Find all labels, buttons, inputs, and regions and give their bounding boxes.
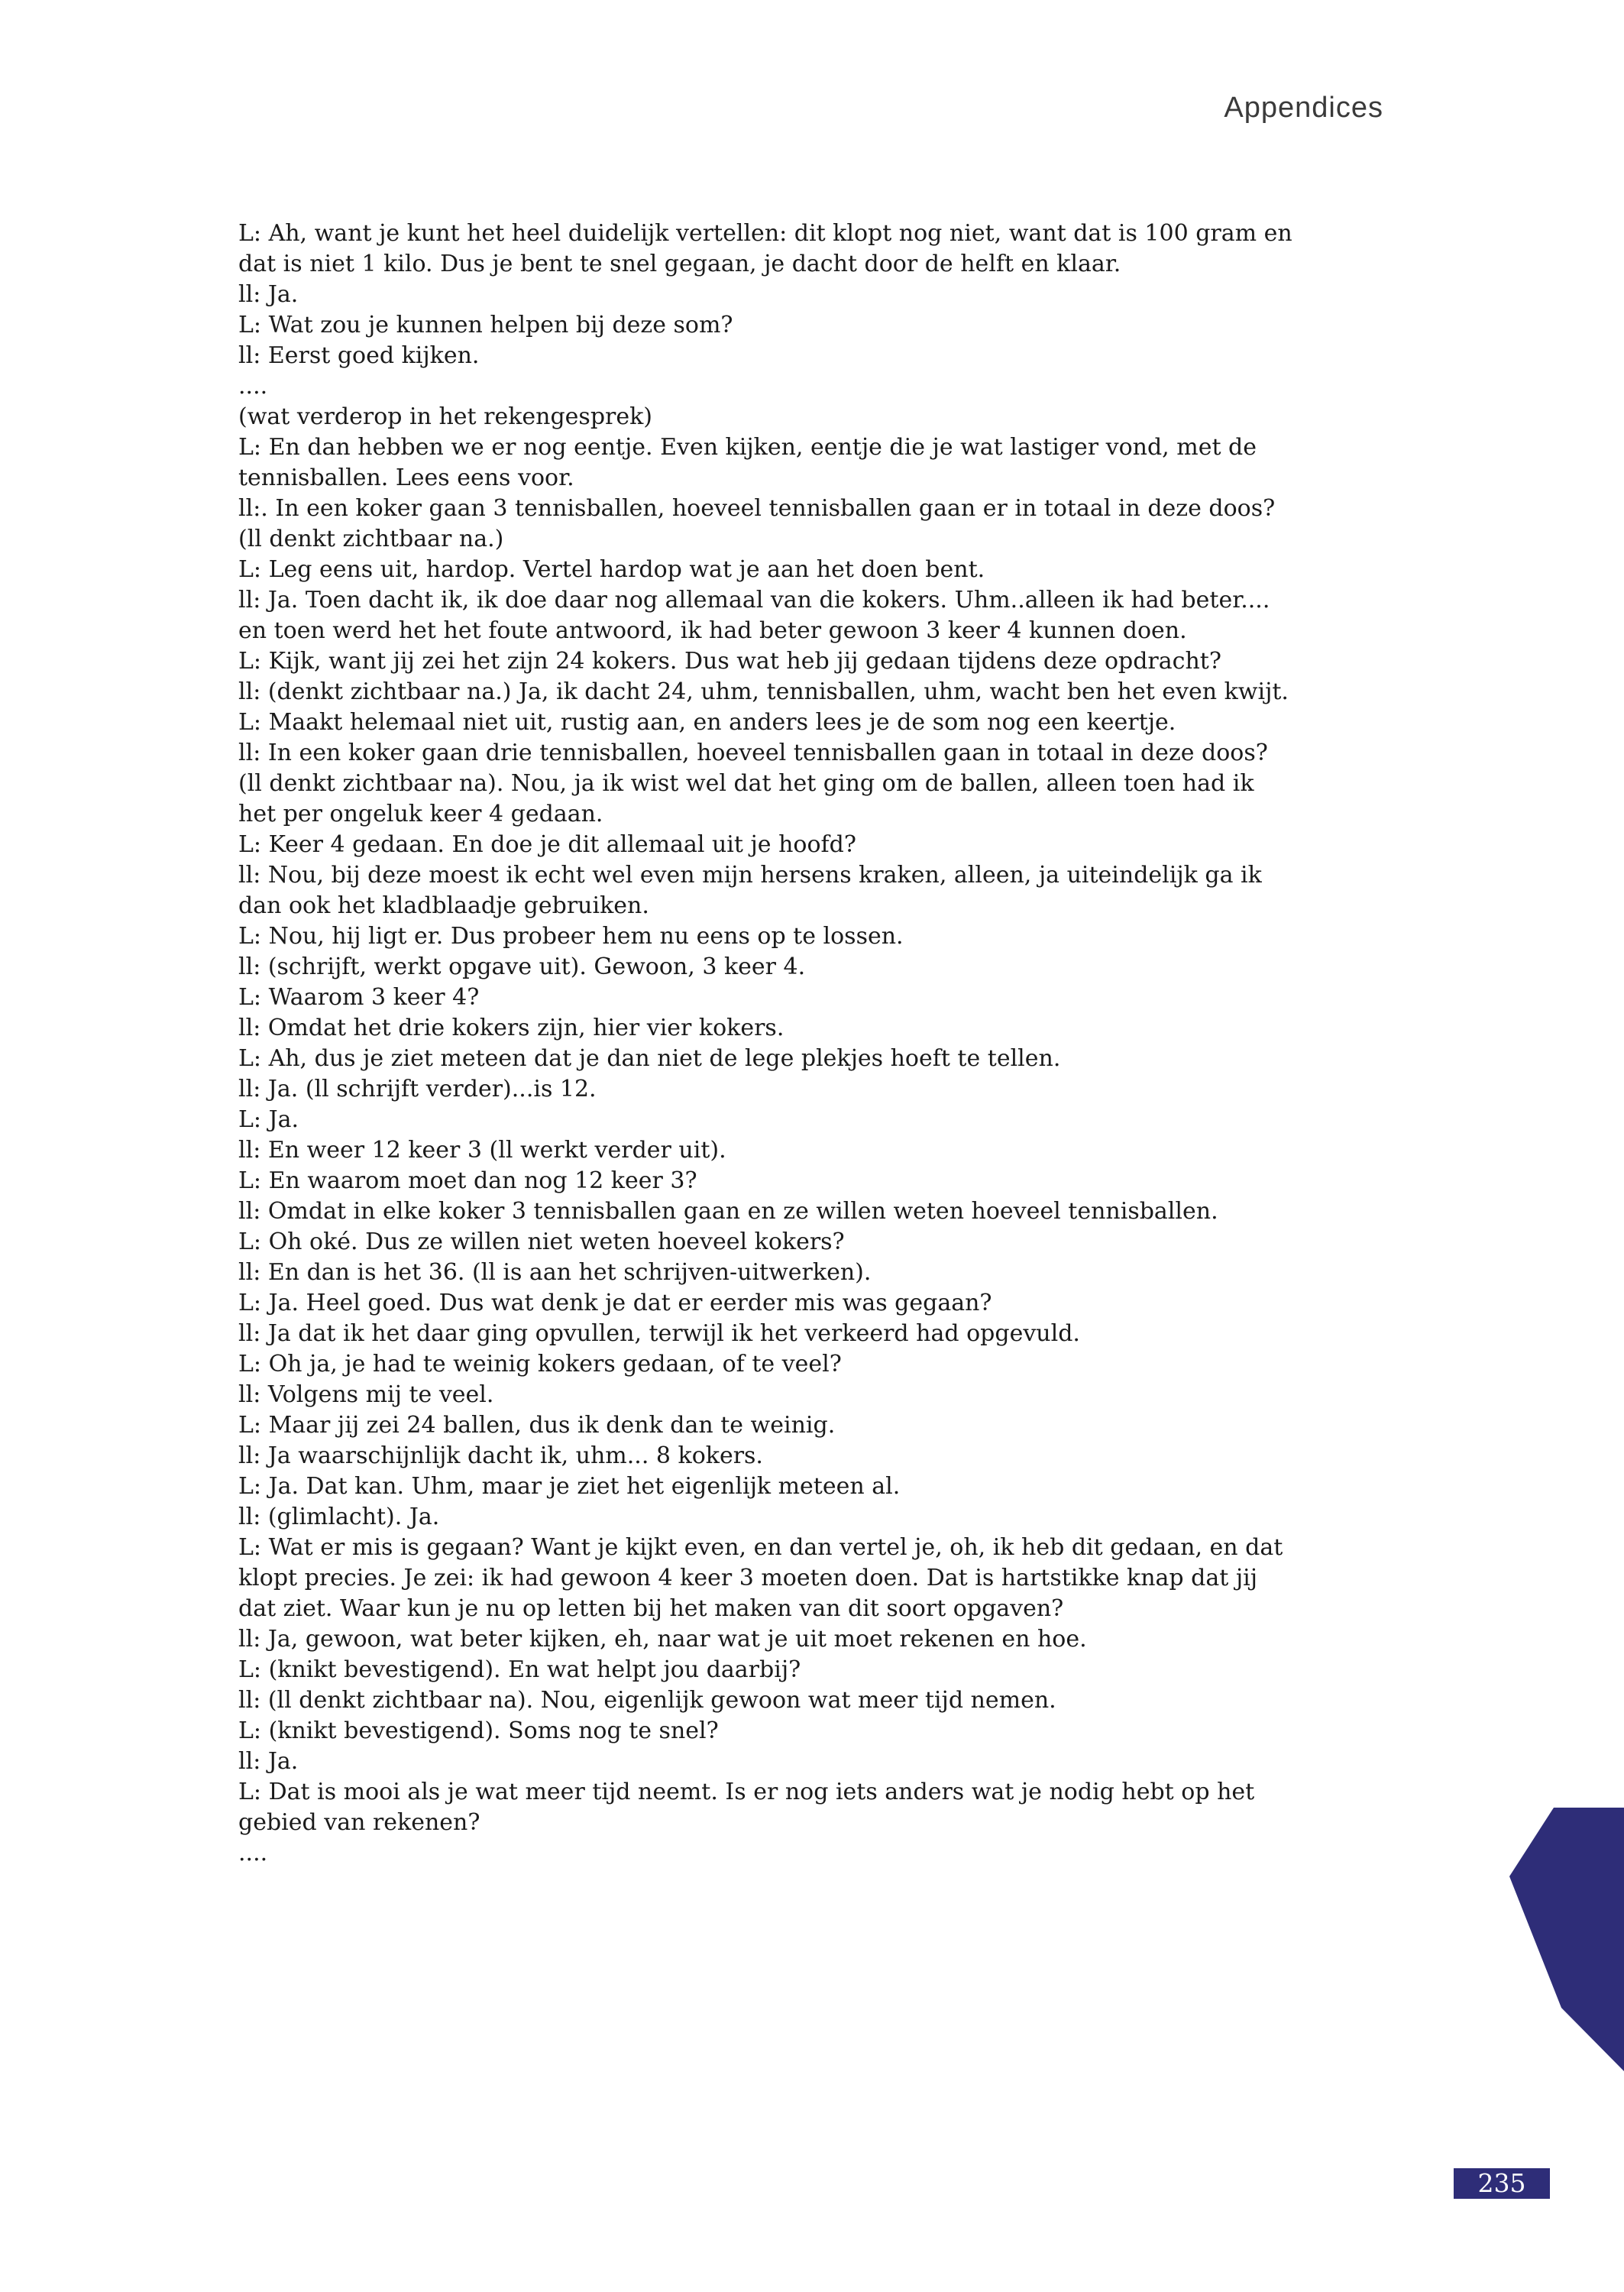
transcript-line-text: ll: (ll denkt zichtbaar na). Nou, eigenlijk gewoon wat meer tijd nemen. xyxy=(238,1687,1056,1714)
transcript-line xyxy=(238,1502,1393,1533)
transcript-line xyxy=(238,707,1393,738)
transcript-line xyxy=(238,402,1393,432)
transcript-line xyxy=(238,830,1393,860)
transcript-line xyxy=(238,1380,1393,1410)
transcript-line-text: ll: Ja, gewoon, wat beter kijken, eh, naar wat je uit moet rekenen en hoe. xyxy=(238,1626,1087,1653)
transcript-line xyxy=(238,280,1393,310)
transcript-line-continuation: (ll denkt zichtbaar na). Nou, ja ik wist wel dat het ging om de ballen, alleen toen had ik xyxy=(238,770,1254,797)
transcript-line xyxy=(238,1685,1393,1716)
transcript-line xyxy=(238,677,1393,707)
transcript-line-text: L: Nou, hij ligt er. Dus probeer hem nu eens op te lossen. xyxy=(238,923,904,950)
transcript-line xyxy=(238,371,1393,402)
transcript-line-text: ll: (glimlacht). Ja. xyxy=(238,1504,440,1530)
transcript-line-text: (wat verderop in het rekengesprek) xyxy=(238,403,653,430)
transcript-line xyxy=(238,524,1393,555)
transcript-line-text: L: Ja. xyxy=(238,1106,299,1133)
transcript-line-text: L: Dat is mooi als je wat meer tijd neemt. Is er nog iets anders wat je nodig hebt op het xyxy=(238,1779,1255,1805)
transcript-line-text: L: Waarom 3 keer 4? xyxy=(238,984,480,1011)
transcript-line xyxy=(238,646,1393,677)
transcript-line xyxy=(238,1777,1393,1808)
transcript-line-text: L: Maakt helemaal niet uit, rustig aan, en anders lees je de som nog een keertje. xyxy=(238,709,1176,736)
transcript-line xyxy=(238,1074,1393,1105)
transcript-line-text: L: Maar jij zei 24 ballen, dus ik denk dan te weinig. xyxy=(238,1412,836,1439)
transcript-line-text: L: Kijk, want jij zei het zijn 24 kokers. Dus wat heb jij gedaan tijdens deze opdracht? xyxy=(238,648,1221,675)
transcript-body xyxy=(238,219,1393,1869)
transcript-line xyxy=(238,1013,1393,1044)
transcript-line xyxy=(238,1105,1393,1135)
transcript-line-text: L: Keer 4 gedaan. En doe je dit allemaal uit je hoofd? xyxy=(238,831,856,858)
transcript-line-text: L: En waarom moet dan nog 12 keer 3? xyxy=(238,1167,697,1194)
transcript-line xyxy=(238,1471,1393,1502)
transcript-line xyxy=(238,1196,1393,1227)
transcript-line-text: L: Wat zou je kunnen helpen bij deze som? xyxy=(238,312,733,338)
transcript-line xyxy=(238,1441,1393,1471)
transcript-line-text: ll: In een koker gaan drie tennisballen, hoeveel tennisballen gaan in totaal in deze doos? xyxy=(238,740,1268,766)
transcript-line-text: ll: Ja. xyxy=(238,281,299,308)
transcript-line xyxy=(238,860,1393,921)
transcript-line-text: L: Ah, want je kunt het heel duidelijk vertellen: dit klopt nog niet, want dat is 100 gram en xyxy=(238,220,1292,247)
transcript-line xyxy=(238,921,1393,952)
transcript-line-text: ll: Ja. xyxy=(238,1748,299,1775)
transcript-line-continuation: het per ongeluk keer 4 gedaan. xyxy=(238,801,603,827)
transcript-line-text: ll: Eerst goed kijken. xyxy=(238,342,480,369)
transcript-line-text: gebied van rekenen? xyxy=(238,1809,480,1836)
transcript-line xyxy=(238,1227,1393,1258)
transcript-line xyxy=(238,1044,1393,1074)
transcript-line xyxy=(238,219,1393,280)
transcript-line-text: ll: Volgens mij te veel. xyxy=(238,1381,494,1408)
transcript-line xyxy=(238,585,1393,646)
transcript-line-text: L: (knikt bevestigend). Soms nog te snel? xyxy=(238,1717,719,1744)
transcript-line xyxy=(238,1655,1393,1685)
transcript-line xyxy=(238,1410,1393,1441)
transcript-line-text: ll: Omdat in elke koker 3 tennisballen gaan en ze willen weten hoeveel tennisballen. xyxy=(238,1198,1218,1225)
transcript-line-text: ll: (denkt zichtbaar na.) Ja, ik dacht 24, uhm, tennisballen, uhm, wacht ben het even kwijt. xyxy=(238,678,1289,705)
transcript-line-text: L: (knikt bevestigend). En wat helpt jou daarbij? xyxy=(238,1656,801,1683)
transcript-line-text: ll: Omdat het drie kokers zijn, hier vier kokers. xyxy=(238,1015,785,1041)
transcript-line xyxy=(238,1624,1393,1655)
transcript-line-continuation: en toen werd het het foute antwoord, ik had beter gewoon 3 keer 4 kunnen doen. xyxy=(238,617,1187,644)
transcript-line xyxy=(238,1319,1393,1349)
transcript-line-text: ll: (schrijft, werkt opgave uit). Gewoon, 3 keer 4. xyxy=(238,953,806,980)
transcript-line-text: ll: Ja waarschijnlijk dacht ik, uhm... 8 kokers. xyxy=(238,1442,763,1469)
transcript-line-text: ll: En dan is het 36. (ll is aan het schrijven-uitwerken). xyxy=(238,1259,872,1286)
transcript-line xyxy=(238,1135,1393,1166)
page-number: 235 xyxy=(1454,2168,1550,2199)
transcript-line xyxy=(238,341,1393,371)
transcript-line-text: L: Oh oké. Dus ze willen niet weten hoeveel kokers? xyxy=(238,1229,845,1255)
transcript-line xyxy=(238,1838,1393,1869)
transcript-line-continuation: dat is niet 1 kilo. Dus je bent te snel gegaan, je dacht door de helft en klaar. xyxy=(238,251,1121,277)
transcript-line-text: L: Ja. Heel goed. Dus wat denk je dat er eerder mis was gegaan? xyxy=(238,1290,992,1316)
transcript-line xyxy=(238,1258,1393,1288)
transcript-line-text: L: Oh ja, je had te weinig kokers gedaan, of te veel? xyxy=(238,1351,842,1377)
transcript-line-text: ll: Ja dat ik het daar ging opvullen, terwijl ik het verkeerd had opgevuld. xyxy=(238,1320,1080,1347)
transcript-line xyxy=(238,1288,1393,1319)
transcript-line-text: ll: Ja. (ll schrijft verder)...is 12. xyxy=(238,1076,597,1102)
chapter-side-tab xyxy=(1509,1808,1624,2071)
transcript-line-text: L: Ah, dus je ziet meteen dat je dan niet de lege plekjes hoeft te tellen. xyxy=(238,1045,1061,1072)
transcript-line xyxy=(238,1166,1393,1196)
transcript-line-continuation: tennisballen. Lees eens voor. xyxy=(238,465,574,491)
transcript-line-text: L: Leg eens uit, hardop. Vertel hardop wat je aan het doen bent. xyxy=(238,556,985,583)
transcript-line xyxy=(238,952,1393,983)
transcript-line-text: L: En dan hebben we er nog eentje. Even kijken, eentje die je wat lastiger vond, met de xyxy=(238,434,1257,461)
transcript-line-text: ll: Nou, bij deze moest ik echt wel even mijn hersens kraken, alleen, ja uiteindelijk ga ik xyxy=(238,862,1262,889)
transcript-line xyxy=(238,1808,1393,1838)
running-header-title: Appendices xyxy=(1224,92,1383,124)
transcript-line-text: ll:. In een koker gaan 3 tennisballen, hoeveel tennisballen gaan er in totaal in deze doos? xyxy=(238,495,1276,522)
transcript-line-continuation: klopt precies. Je zei: ik had gewoon 4 keer 3 moeten doen. Dat is hartstikke knap dat jij xyxy=(238,1565,1258,1591)
transcript-line-text: (ll denkt zichtbaar na.) xyxy=(238,526,504,552)
transcript-line-continuation: dan ook het kladblaadje gebruiken. xyxy=(238,892,649,919)
transcript-line-text: ll: Ja. Toen dacht ik, ik doe daar nog allemaal van die kokers. Uhm..alleen ik had beter.... xyxy=(238,587,1270,613)
transcript-line xyxy=(238,983,1393,1013)
transcript-line xyxy=(238,1349,1393,1380)
transcript-line-text: ll: En weer 12 keer 3 (ll werkt verder uit). xyxy=(238,1137,726,1164)
transcript-line-continuation: dat ziet. Waar kun je nu op letten bij het maken van dit soort opgaven? xyxy=(238,1595,1064,1622)
transcript-line xyxy=(238,310,1393,341)
transcript-line-text: L: Ja. Dat kan. Uhm, maar je ziet het eigenlijk meteen al. xyxy=(238,1473,901,1500)
transcript-line xyxy=(238,738,1393,830)
transcript-line xyxy=(238,1747,1393,1777)
transcript-line xyxy=(238,432,1393,494)
transcript-line xyxy=(238,1716,1393,1747)
transcript-line-text: L: Wat er mis is gegaan? Want je kijkt even, en dan vertel je, oh, ik heb dit gedaan, en dat xyxy=(238,1534,1283,1561)
transcript-line xyxy=(238,1533,1393,1624)
transcript-line-text: .... xyxy=(238,1840,268,1866)
transcript-line xyxy=(238,555,1393,585)
transcript-line xyxy=(238,494,1393,524)
transcript-line-text: .... xyxy=(238,373,268,400)
